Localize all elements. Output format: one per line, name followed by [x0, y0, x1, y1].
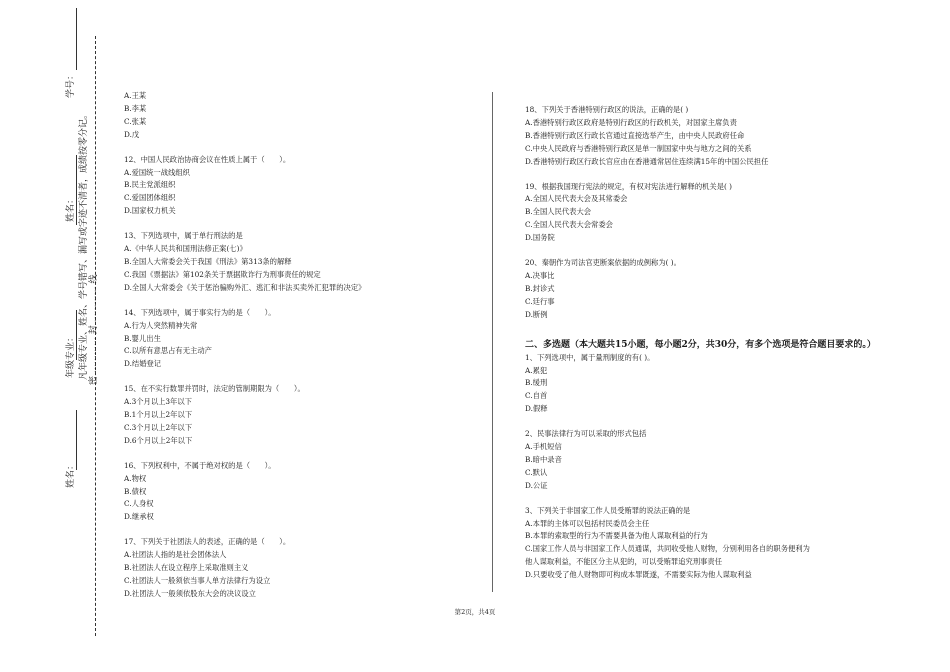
option-line: A.王某 — [124, 91, 147, 100]
grade-underline — [76, 310, 77, 360]
option-line: D.结婚登记 — [124, 359, 162, 369]
question-block — [525, 505, 885, 582]
question-block — [124, 536, 464, 601]
warning-note: 凡年级专业、姓名、学号错写、漏写或字迹不清者，成绩按零分记。 — [79, 109, 89, 380]
option-line: C.张某 — [124, 116, 147, 126]
name-label: 姓名： — [66, 194, 76, 222]
option-line: D.戊 — [124, 129, 140, 139]
question-stem: 19、根据我国现行宪法的规定，有权对宪法进行解释的机关是( ) — [525, 181, 733, 191]
question-stem: 17、下列关于社团法人的表述，正确的是（ ）。 — [124, 537, 291, 547]
option-line: A.决事比 — [525, 270, 555, 280]
option-line: D.全国人大常委会《关于惩治骗购外汇、逃汇和非法买卖外汇犯罪的决定》 — [124, 282, 366, 292]
question-stem: 15、在不实行数罪并罚时，法定的管制期限为（ ）。 — [124, 384, 305, 394]
option-line: C.全国人民代表大会常委会 — [525, 220, 613, 230]
question-block — [124, 154, 464, 219]
option-line: B.1个月以上2年以下 — [124, 410, 193, 420]
option-line: C.爱国团体组织 — [124, 193, 176, 203]
option-line: B.全国人民代表大会 — [525, 207, 592, 217]
option-line: C.廷行事 — [525, 296, 555, 306]
option-line: A.物权 — [124, 473, 147, 483]
option-line: B.婴儿出生 — [124, 333, 161, 343]
option-line: D.公证 — [525, 480, 548, 490]
option-line: C.我国《票据法》第102条关于票据欺诈行为刑事责任的规定 — [124, 269, 321, 279]
option-line: B.债权 — [124, 486, 147, 496]
option-line: C.国家工作人员与非国家工作人员通谋，共同收受他人财物，分别利用各自的职务便利为 — [525, 544, 810, 554]
question-block — [525, 181, 885, 246]
left-column — [124, 90, 464, 613]
option-line: C.人身权 — [124, 499, 154, 509]
grade-label: 年级专业： — [66, 332, 76, 378]
school-underline — [76, 410, 77, 470]
option-line: B.民主党派组织 — [124, 180, 176, 190]
option-line: B.暗中录音 — [525, 454, 562, 464]
option-line: D.社团法人一般须依股东大会的决议设立 — [124, 588, 256, 598]
option-line: B.封诊式 — [525, 283, 555, 293]
option-line: A.本罪的主体可以包括村民委员会主任 — [525, 518, 650, 528]
question-stem: 18、下列关于香港特别行政区的说法，正确的是( ) — [525, 105, 689, 114]
option-line: C.3个月以上2年以下 — [124, 422, 193, 432]
option-line: D.继承权 — [124, 512, 154, 522]
option-line: A.行为人突然精神失常 — [124, 320, 198, 330]
option-line: A.香港特别行政区政府是特别行政区的行政机关，对国家主席负责 — [525, 117, 737, 127]
question-block — [124, 460, 464, 525]
option-line: A.累犯 — [525, 365, 548, 375]
question-stem: 12、中国人民政治协商会议在性质上属于（ ）。 — [124, 154, 291, 164]
question-block — [124, 90, 464, 142]
question-stem: 16、下列权利中，不属于绝对权的是（ ）。 — [124, 460, 276, 470]
option-line: A.手机短信 — [525, 442, 562, 452]
option-line: A.爱国统一战线组织 — [124, 167, 190, 177]
binding-margin — [0, 0, 110, 672]
option-line: 他人谋取利益，不能区分主从犯的，可以受贿罪追究刑事责任 — [525, 557, 723, 567]
page-number: 第2页，共4页 — [454, 608, 496, 616]
question-block — [525, 428, 885, 493]
option-line: C.默认 — [525, 467, 548, 477]
option-line: B.缓刑 — [525, 378, 548, 388]
option-line: B.社团法人在设立程序上采取准则主义 — [124, 563, 249, 573]
option-line: D.假释 — [525, 404, 548, 414]
option-line: D.国务院 — [525, 233, 555, 243]
question-block — [525, 352, 885, 417]
option-line: C.社团法人一般须依当事人单方法律行为设立 — [124, 576, 271, 585]
question-stem: 2、民事法律行为可以采取的形式包括 — [525, 429, 647, 439]
section-heading: 二、多选题（本大题共15小题，每小题2分，共30分，有多个选项是符合题目要求的。） — [525, 339, 876, 350]
question-stem: 1、下列选项中，属于量刑制度的有( )。 — [525, 352, 655, 362]
student-id-label: 学号： — [66, 70, 76, 98]
option-line: A.社团法人指的是社会团体法人 — [124, 550, 227, 560]
question-block — [124, 307, 464, 372]
question-block — [124, 383, 464, 448]
option-line: C.以所有意思占有无主动产 — [124, 346, 212, 356]
option-line: B.香港特别行政区行政长官通过直接选举产生，由中央人民政府任命 — [525, 130, 745, 140]
seal-line-text: 密 ………… 封 ………… 线 — [89, 274, 99, 385]
name-underline — [76, 155, 77, 225]
question-block — [525, 104, 885, 169]
question-block — [525, 257, 885, 322]
option-line: B.本罪的索取型的行为不需要具备为他人谋取利益的行为 — [525, 531, 708, 541]
option-line: D.香港特别行政区行政长官应由在香港通常居住连续满15年的中国公民担任 — [525, 156, 769, 166]
option-line: D.6个月以上2年以下 — [124, 435, 193, 445]
question-stem: 20、秦朝作为司法官吏断案依据的成例称为( )。 — [525, 258, 681, 268]
option-line: A.3个月以上3年以下 — [124, 397, 192, 407]
option-line: B.全国人大常委会关于我国《刑法》第313条的解释 — [124, 256, 292, 266]
right-column — [525, 104, 885, 594]
option-line: A.全国人民代表大会及其常委会 — [525, 194, 628, 204]
option-line: A.《中华人民共和国刑法修正案(七)》 — [124, 244, 247, 254]
question-stem: 13、下列选项中，属于单行刑法的是 — [124, 231, 243, 241]
school-label: 姓名： — [66, 460, 76, 488]
question-stem: 14、下列选项中，属于事实行为的是（ ）。 — [124, 307, 276, 317]
option-line: C.自首 — [525, 391, 548, 401]
option-line: B.李某 — [124, 103, 147, 113]
column-divider — [492, 92, 493, 592]
option-line: C.中央人民政府与香港特别行政区是单一制国家中央与地方之间的关系 — [525, 143, 752, 153]
option-line: D.只要收受了他人财物即可构成本罪既遂，不需要实际为他人谋取利益 — [525, 570, 752, 580]
option-line: D.国家权力机关 — [124, 206, 176, 216]
student-id-underline — [76, 8, 77, 70]
question-stem: 3、下列关于非国家工作人员受贿罪的说法正确的是 — [525, 505, 691, 515]
question-block — [124, 230, 464, 295]
option-line: D.断例 — [525, 309, 548, 319]
